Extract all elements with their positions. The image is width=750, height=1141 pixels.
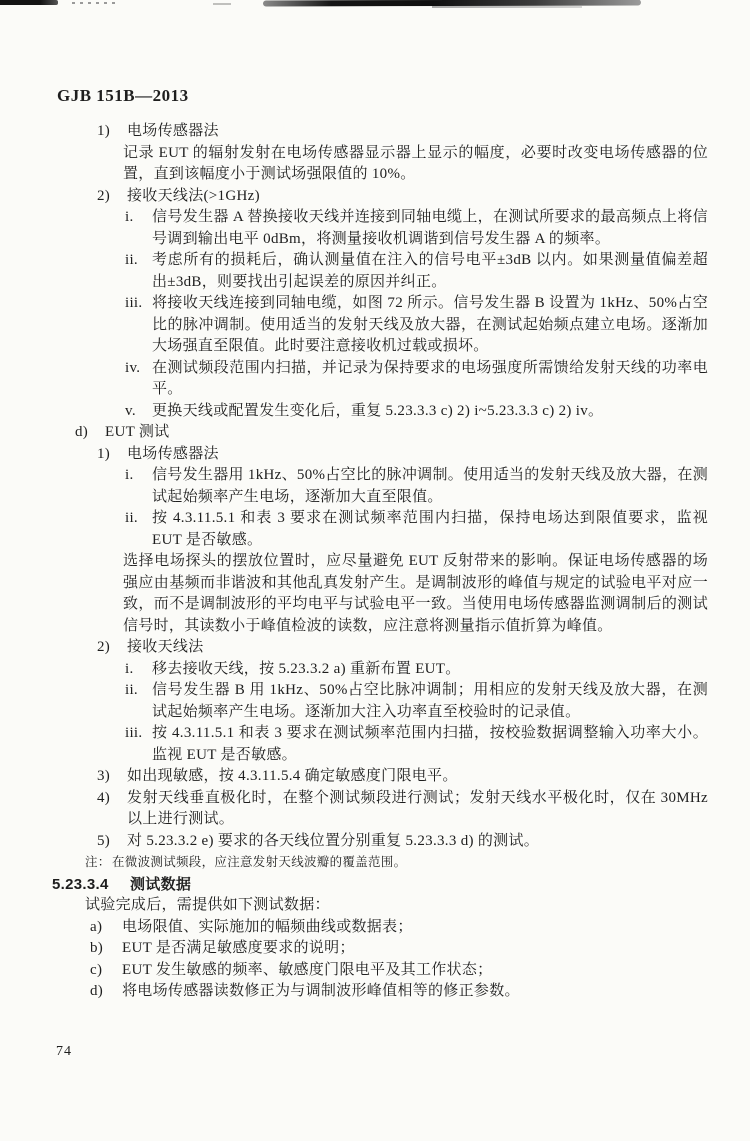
numbered-item	[97, 444, 708, 466]
item-marker: 5)	[97, 832, 111, 849]
roman-item	[125, 465, 708, 508]
item-text: EUT 是否满足敏感度要求的说明；	[122, 940, 355, 956]
item-text: 如出现敏感，按 4.3.11.5.4 确定敏感度门限电平。	[127, 768, 458, 784]
roman-item	[125, 401, 708, 423]
numbered-item	[97, 831, 708, 853]
item-marker: a)	[90, 918, 103, 935]
item-marker: 3)	[97, 768, 111, 784]
note-line	[85, 852, 708, 874]
section-title: 测试数据	[130, 875, 192, 893]
roman-item	[125, 723, 708, 766]
paragraph: 试验完成后，需提供如下测试数据：	[85, 897, 330, 913]
item-marker: 1)	[97, 445, 111, 462]
item-marker: ii.	[125, 252, 138, 268]
item-marker: 1)	[97, 123, 111, 139]
item-marker: c)	[90, 961, 103, 978]
item-marker: 4)	[97, 789, 111, 806]
lettered-item	[90, 981, 708, 1003]
roman-item	[125, 207, 708, 250]
item-text: 将电场传感器读数修正为与调制波形峰值相等的修正参数。	[122, 983, 520, 999]
numbered-item	[97, 766, 708, 788]
paragraph: 选择电场探头的摆放位置时，应尽量避免 EUT 反射带来的影响。保证电场传感器的场强应由基频而非谐波和其他乱真发射产生。是调制波形的峰值与规定的试验电平对应一致，而不是调制波形的平均电平与试验电平一致。当使用电场传感器监测调制后的测试信号时，其读数小于峰值检波的读数，应注意将测量指示值折算为峰值。	[123, 553, 708, 634]
lettered-item	[75, 422, 708, 444]
item-marker: i.	[125, 467, 134, 483]
item-text: 发射天线垂直极化时，在整个测试频段进行测试；发射天线水平极化时，仅在 30MHz 以上进行测试。	[127, 789, 708, 827]
roman-item	[125, 659, 708, 681]
lettered-item	[90, 938, 708, 960]
roman-item	[125, 508, 708, 551]
note-marker: 注：	[85, 855, 111, 869]
item-marker: 2)	[97, 639, 111, 655]
item-text: 接收天线法	[127, 639, 204, 655]
item-marker: i.	[125, 660, 134, 677]
item-text: 信号发生器 B 用 1kHz、50%占空比脉冲调制；用相应的发射天线及放大器，在测试起始频率产生电场。逐渐加大注入功率直至校验时的记录值。	[152, 682, 708, 720]
item-text: 电场限值、实际施加的幅频曲线或数据表；	[122, 918, 413, 935]
item-marker: 2)	[97, 187, 111, 204]
item-marker: ii.	[125, 682, 138, 698]
item-marker: iii.	[125, 725, 143, 741]
roman-item	[125, 680, 708, 723]
item-marker: i.	[125, 209, 134, 225]
item-marker: d)	[90, 983, 104, 999]
item-text: 按 4.3.11.5.1 和表 3 要求在测试频率范围内扫描，按校验数据调整输入功率大小。监视 EUT 是否敏感。	[152, 725, 708, 763]
scan-artifact-speck	[213, 3, 231, 5]
numbered-item	[97, 121, 708, 143]
item-text: 信号发生器用 1kHz、50%占空比的脉冲调制。使用适当的发射天线及放大器，在测试起始频率产生电场，逐渐加大直至限值。	[152, 467, 708, 505]
lettered-item	[90, 917, 708, 939]
note-text: 在微波测试频段，应注意发射天线波瓣的覆盖范围。	[112, 855, 407, 869]
item-marker: d)	[75, 424, 89, 440]
numbered-item	[97, 788, 708, 831]
item-marker: iii.	[125, 295, 143, 311]
item-text: 移去接收天线，按 5.23.3.2 a) 重新布置 EUT。	[152, 660, 461, 677]
item-text: 电场传感器法	[127, 123, 219, 139]
scan-artifact-streak-tail	[432, 6, 582, 8]
item-text: 更换天线或配置发生变化后，重复 5.23.3.3 c) 2) i~5.23.3.3 c) 2) iv。	[152, 402, 604, 419]
item-text: 在测试频段范围内扫描，并记录为保持要求的电场强度所需馈给发射天线的功率电平。	[152, 359, 708, 397]
numbered-item	[97, 186, 708, 208]
numbered-item	[97, 637, 708, 659]
item-marker: iv.	[125, 359, 141, 376]
item-marker: b)	[90, 940, 104, 956]
item-text: 接收天线法(>1GHz)	[127, 187, 260, 204]
roman-item	[125, 358, 708, 401]
item-text: 将接收天线连接到同轴电缆，如图 72 所示。信号发生器 B 设置为 1kHz、50%占空比的脉冲调制。使用适当的发射天线及放大器，在测试起始频点建立电场。逐渐加大场强直至限值。此时要注意接收机过载或损坏。	[152, 295, 708, 354]
item-text: 按 4.3.11.5.1 和表 3 要求在测试频率范围内扫描，保持电场达到限值要求，监视 EUT 是否敏感。	[152, 510, 708, 548]
lettered-item	[90, 960, 708, 982]
document-body	[52, 121, 708, 1003]
item-text: 对 5.23.3.2 e) 要求的各天线位置分别重复 5.23.3.3 d) 的测试。	[127, 832, 540, 849]
scan-artifact-top-left	[0, 0, 58, 5]
standard-number-header: GJB 151B—2013	[57, 86, 189, 105]
item-text: 信号发生器 A 替换接收天线并连接到同轴电缆上，在测试所要求的最高频点上将信号调到输出电平 0dBm，将测量接收机调谐到信号发生器 A 的频率。	[152, 209, 708, 247]
scan-artifact-dots	[72, 2, 120, 4]
item-marker: ii.	[125, 510, 138, 526]
roman-item	[125, 293, 708, 358]
page-number: 74	[56, 1044, 72, 1059]
item-marker: v.	[125, 402, 136, 419]
item-text: 电场传感器法	[127, 445, 219, 462]
roman-item	[125, 250, 708, 293]
item-text: EUT 测试	[105, 424, 170, 440]
section-number: 5.23.3.4	[52, 875, 109, 893]
section-heading	[52, 874, 708, 896]
item-text: 考虑所有的损耗后，确认测量值在注入的信号电平±3dB 以内。如果测量值偏差超出±3dB，则要找出引起误差的原因并纠正。	[152, 252, 708, 290]
item-text: EUT 发生敏感的频率、敏感度门限电平及其工作状态；	[122, 961, 493, 978]
paragraph: 记录 EUT 的辐射发射在电场传感器显示器上显示的幅度，必要时改变电场传感器的位置，直到该幅度小于测试场强限值的 10%。	[123, 144, 708, 182]
